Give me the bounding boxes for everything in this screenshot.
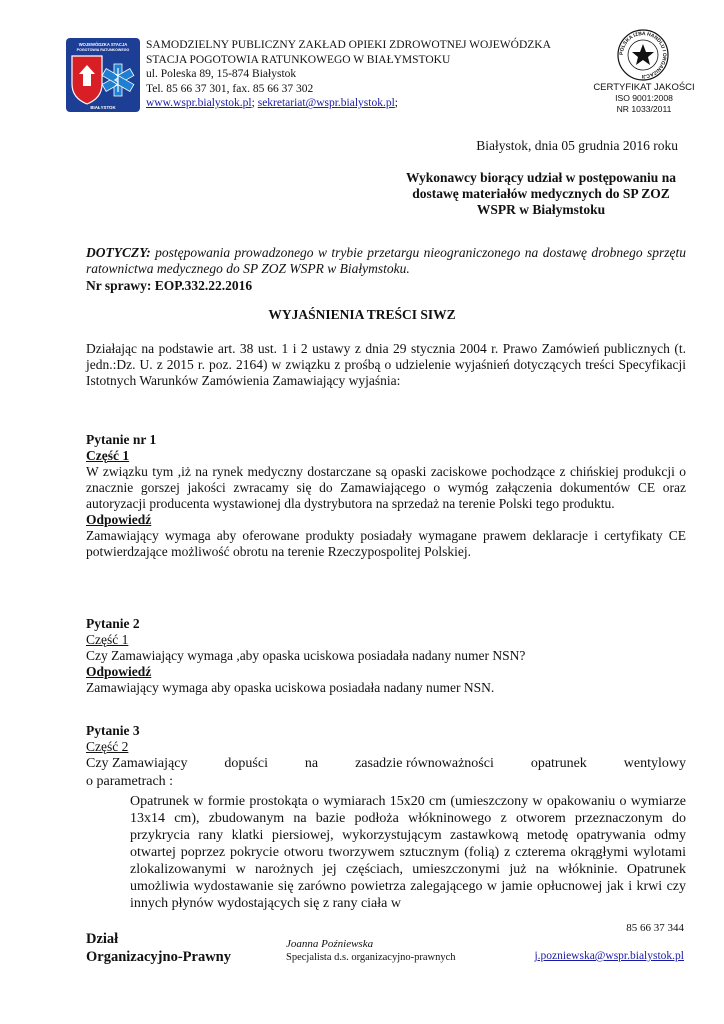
question-word: opatrunek: [530, 756, 587, 771]
question-word: wentylowy: [623, 756, 686, 771]
document-title: WYJAŚNIENIA TREŚCI SIWZ: [268, 307, 456, 322]
footer-department: [86, 930, 231, 966]
org-phone: Tel. 85 66 37 301, fax. 85 66 37 302: [146, 82, 314, 95]
question-part: Część 1: [86, 632, 129, 647]
certificate-number: NR 1033/2011: [616, 103, 672, 114]
certificate-iso: ISO 9001:2008: [615, 93, 673, 104]
org-address: ul. Poleska 89, 15-874 Białystok: [146, 68, 297, 81]
seal-text: POLSKA IZBA HANDLU I ORGANIZACJI: [618, 30, 668, 80]
logo-text-line1: WOJEWÓDZKA STACJA: [78, 42, 128, 47]
question-part: Część 2: [86, 739, 129, 754]
footer-email-link[interactable]: j.pozniewska@wspr.bialystok.pl: [534, 950, 684, 962]
case-number: Nr sprawy: EOP.332.22.2016: [86, 278, 253, 293]
header-contact-block: [146, 38, 551, 111]
question-heading: Pytanie 3: [86, 723, 140, 738]
question-text: W związku tym ,iż na rynek medyczny dostarczane są opaski zaciskowe pochodzące z chińskiej produkcji o znacznie gorszej jakości zwracamy się do Zamawiającego o wymóg załączenia dokumentów CE oraz autoryzacji producenta wystawionej dla dystrybutora na sprzedaż na terenie Polski tego produktu.: [86, 464, 686, 511]
question-heading: Pytanie 2: [86, 616, 140, 631]
date-line: Białystok, dnia 05 grudnia 2016 roku: [476, 138, 678, 153]
subject-label: DOTYCZY:: [86, 245, 151, 260]
email-link[interactable]: sekretariat@wspr.bialystok.pl: [257, 97, 395, 110]
question-text-end: o parametrach :: [86, 774, 174, 789]
question-word: na: [304, 756, 319, 771]
answer-text: Zamawiający wymaga aby oferowane produkty posiadały wymagane prawem deklaracje i certyfikaty CE potwierdzające możliwość obrotu na terenie Rzeczypospolitej Polskiej.: [86, 528, 686, 559]
question-block-3: [86, 723, 686, 791]
certificate-text: [584, 83, 704, 114]
question-heading: Pytanie nr 1: [86, 432, 157, 447]
answer-text: Zamawiający wymaga aby opaska uciskowa posiadała nadany numer NSN.: [86, 680, 495, 695]
recipient-line3: WSPR w Białymstoku: [476, 202, 606, 217]
email-suffix: ;: [394, 97, 398, 110]
footer-person: [286, 937, 456, 965]
subject-text: postępowania prowadzonego w trybie przetargu nieograniczonego na dostawę drobnego sprzętu ratownictwa medycznego do SP ZOZ WSPR w Białymstoku.: [86, 245, 687, 276]
certificate-seal-icon: [610, 28, 676, 82]
subject-paragraph: [86, 245, 686, 277]
certificate-title: CERTYFIKAT JAKOŚCI: [593, 82, 695, 93]
question-word: dopuści: [224, 756, 268, 771]
question-block-1: [86, 432, 686, 560]
links-separator: ;: [251, 97, 255, 110]
question-text: [86, 755, 686, 791]
website-link[interactable]: www.wspr.bialystok.pl: [146, 97, 252, 110]
question-part: Część 1: [86, 448, 130, 463]
recipient-block: [396, 170, 686, 218]
intro-paragraph: Działając na podstawie art. 38 ust. 1 i 2 ustawy z dnia 29 stycznia 2004 r. Prawo Zamówień publicznych (t. jedn.:Dz. U. z 2015 r. poz. 2164) w związku z prośbą o udzielenie wyjaśnień dotyczących treści Specyfikacji Istotnych Warunków Zamówienia Zamawiający wyjaśnia:: [86, 341, 686, 388]
question-word: zasadzie równoważności: [355, 756, 494, 771]
footer-phone: 85 66 37 344: [626, 922, 684, 934]
logo-text-line2: POGOTOWIA RATUNKOWEGO: [76, 48, 130, 52]
quoted-specification: Opatrunek w formie prostokąta o wymiarach 15x20 cm (umieszczony w opakowaniu o wymiarze 13x14 cm), zbudowanym na bazie podłoża włókninowego z otworem przeznaczonym do przykrycia rany klatki piersiowej, wykorzystującym zastawkową metodę opatrywania odmy otwartej poprzez pokrycie otworu tworzywem sztucznym (folią) z czterema okrągłymi wylotami zlokalizowanymi w narożnych jej częściach, umieszczonymi już na włókninie. Opatrunek umożliwia wydostawanie się zarówno powietrza zalegającego w jamie opłucnowej jak i krwi czy innych płynów wydostających się z rany ciała w: [130, 794, 686, 911]
footer-person-name: Joanna Poźniewska: [286, 938, 374, 950]
footer-person-title: Specjalista d.s. organizacyjno-prawnych: [286, 952, 456, 963]
recipient-line2: dostawę materiałów medycznych do SP ZOZ: [412, 186, 670, 201]
ambulance-service-logo: [66, 38, 140, 112]
org-links: [146, 96, 551, 111]
footer-dept-line2: Organizacyjno-Prawny: [86, 949, 231, 965]
answer-label: Odpowiedź: [86, 664, 152, 679]
org-name-line1: SAMODZIELNY PUBLICZNY ZAKŁAD OPIEKI ZDROWOTNEJ WOJEWÓDZKA: [146, 39, 551, 51]
question-text: Czy Zamawiający wymaga ,aby opaska uciskowa posiadała nadany numer NSN?: [86, 648, 526, 663]
question-word: Czy Zamawiający: [86, 756, 188, 771]
logo-text-line3: BIAŁYSTOK: [90, 105, 116, 110]
recipient-line1: Wykonawcy biorący udział w postępowaniu na: [406, 170, 676, 185]
answer-label: Odpowiedź: [86, 512, 152, 527]
footer-dept-line1: Dział: [86, 931, 119, 947]
question-block-2: [86, 616, 686, 696]
org-name-line2: STACJA POGOTOWIA RATUNKOWEGO W BIAŁYMSTOKU: [146, 53, 451, 66]
